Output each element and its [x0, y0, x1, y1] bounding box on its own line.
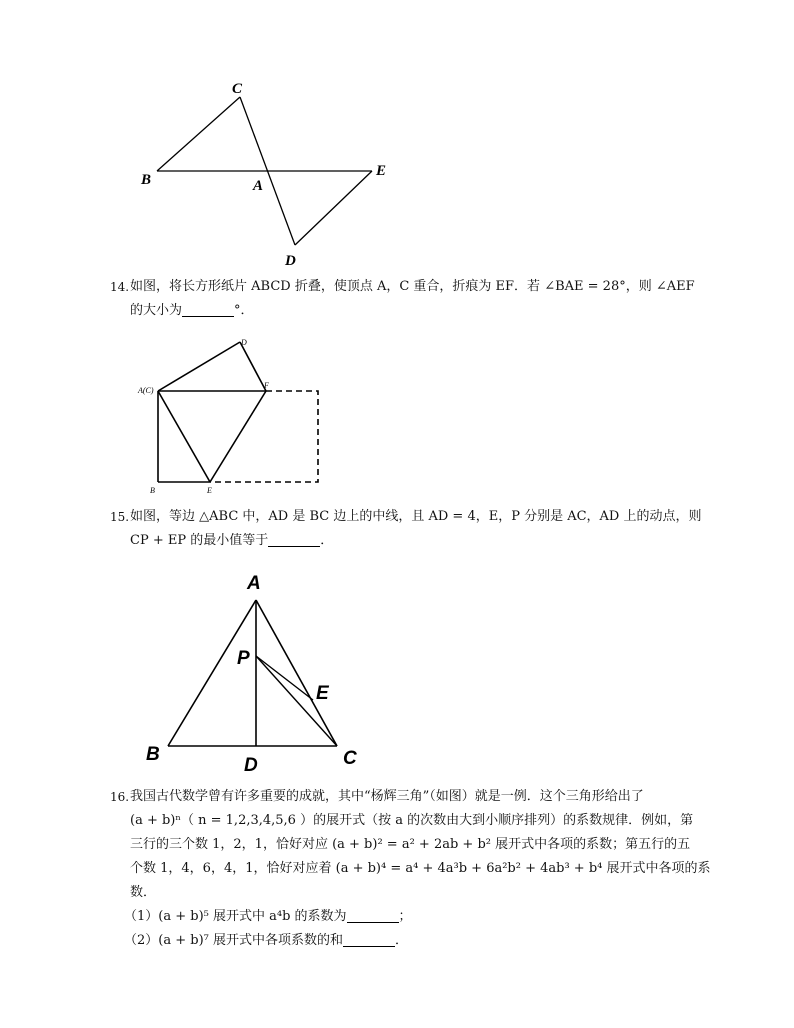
- label-p: P: [237, 648, 250, 669]
- label-a: A: [253, 178, 264, 194]
- segment-a-b: [168, 600, 256, 746]
- question-16-sub-2: [110, 929, 730, 953]
- question-number: 16.: [110, 790, 130, 804]
- label-d: D: [241, 338, 247, 347]
- label-e: E: [376, 163, 387, 179]
- answer-blank[interactable]: [182, 302, 234, 317]
- label-d: D: [244, 755, 258, 776]
- segment-a-d: [158, 342, 240, 391]
- question-14-text: 的大小为: [130, 303, 183, 318]
- segment-ed: [295, 171, 372, 245]
- figure-13: [0, 0, 794, 280]
- label-a: A: [247, 573, 261, 594]
- label-b: B: [150, 486, 155, 495]
- label-c: C: [343, 748, 357, 769]
- sub-1-text: （1）(a + b)⁵ 展开式中 a⁴b 的系数为: [124, 909, 347, 924]
- question-16-line-2: (a + b)ⁿ（ n = 1,2,3,4,5,6 ）的展开式（按 a 的次数由大到小顺序排列）的系数规律．例如，第: [130, 813, 694, 828]
- question-16-line-3: 三行的三个数 1，2，1，恰好对应 (a + b)² = a² + 2ab + b² 展开式中各项的系数；第五行的五: [130, 837, 691, 852]
- question-14-line-1: 如图，将长方形纸片 ABCD 折叠，使顶点 A，C 重合，折痕为 EF．若 ∠BAE = 28°，则 ∠AEF: [130, 279, 695, 294]
- question-14-line-2: [110, 299, 730, 323]
- figure-15: [0, 560, 794, 780]
- label-d: D: [285, 253, 296, 269]
- segment-a-e: [158, 391, 210, 482]
- segment-p-e: [256, 656, 313, 700]
- sub-2-end: ．: [395, 933, 409, 948]
- sub-1-end: ；: [398, 909, 412, 924]
- question-15-line-1: 如图，等边 △ABC 中，AD 是 BC 边上的中线，且 AD = 4，E，P 分别是 AC，AD 上的动点，则: [130, 509, 702, 524]
- question-number: 14.: [110, 280, 130, 294]
- question-16-line-5: 数．: [130, 885, 157, 900]
- label-c: C: [232, 81, 243, 97]
- question-15: [110, 505, 730, 553]
- label-a-c: A(C): [138, 386, 154, 395]
- label-b: B: [141, 172, 152, 188]
- label-b: B: [146, 744, 160, 765]
- label-e: E: [316, 683, 329, 704]
- figure-14: [0, 330, 794, 500]
- folded-part-dashed: [210, 391, 318, 482]
- segment-d-f: [240, 342, 266, 391]
- sub-2-text: （2）(a + b)⁷ 展开式中各项系数的和: [124, 933, 343, 948]
- segment-e-f: [210, 391, 266, 482]
- question-15-text: CP + EP 的最小值等于: [130, 533, 269, 548]
- answer-blank[interactable]: [268, 532, 320, 547]
- label-f: F: [264, 381, 269, 390]
- question-15-end: ．: [320, 533, 334, 548]
- question-16: [110, 785, 730, 953]
- question-15-line-2: [110, 529, 730, 553]
- answer-blank[interactable]: [347, 908, 399, 923]
- question-number: 15.: [110, 510, 130, 524]
- question-16-sub-1: [110, 905, 730, 929]
- label-e: E: [207, 486, 212, 495]
- question-16-line-1: 我国古代数学曾有许多重要的成就，其中“杨辉三角”（如图）就是一例．这个三角形给出了: [130, 789, 644, 804]
- segment-bc: [157, 97, 240, 171]
- question-16-line-4: 个数 1，4，6，4，1，恰好对应着 (a + b)⁴ = a⁴ + 4a³b + 6a²b² + 4ab³ + b⁴ 展开式中各项的系: [130, 861, 711, 876]
- question-14-unit: °．: [234, 303, 254, 318]
- answer-blank[interactable]: [343, 932, 395, 947]
- question-14: [110, 275, 730, 323]
- segment-a-c: [256, 600, 337, 746]
